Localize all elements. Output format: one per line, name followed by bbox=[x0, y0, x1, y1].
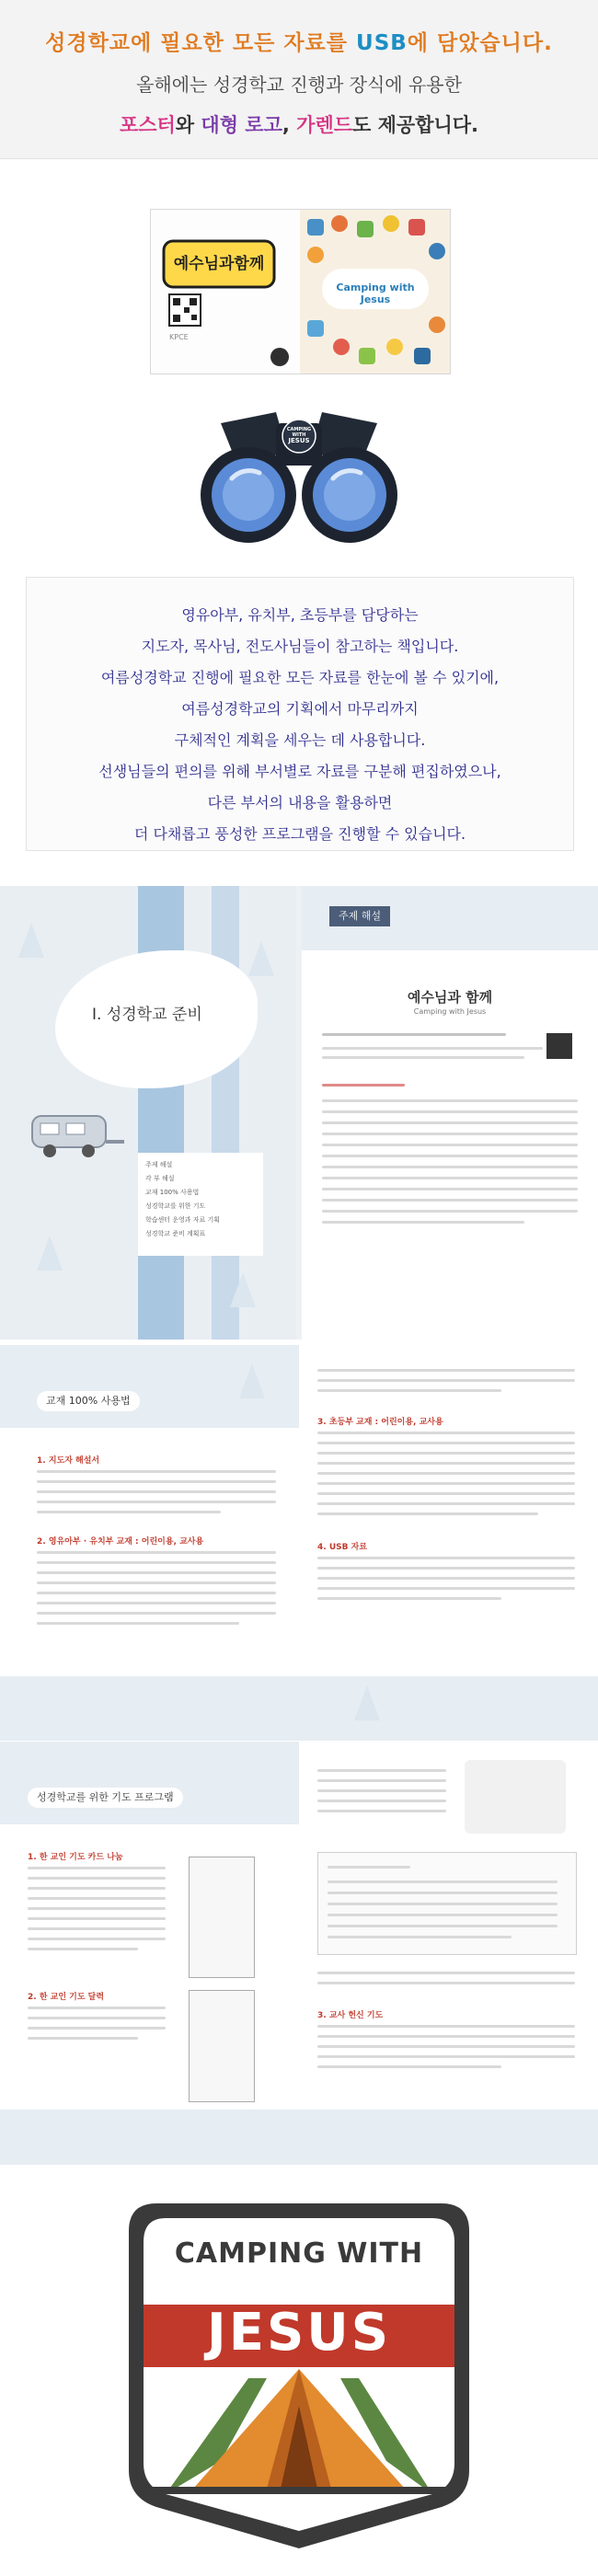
usb-card-left bbox=[151, 210, 300, 374]
binoculars-badge-line2: JESUS bbox=[288, 437, 310, 444]
camper-van-icon bbox=[28, 1107, 129, 1162]
intro-line-1-part: 에 담았습니다. bbox=[407, 31, 553, 55]
prayer-calendar-illustration bbox=[189, 1990, 255, 2102]
menu-item: 주제 해설 bbox=[145, 1161, 173, 1168]
spread3-head2: 2. 한 교인 기도 달력 bbox=[28, 1993, 105, 2002]
menu-item: 학습센터 운영과 자료 기획 bbox=[145, 1216, 221, 1224]
description-line: 선생님들의 편의를 위해 부서별로 자료를 구분해 편집하였으나, bbox=[98, 763, 501, 780]
intro-line-1 bbox=[0, 26, 598, 56]
spread1-right-page bbox=[302, 886, 598, 1340]
description-line: 더 다채롭고 풍성한 프로그램을 진행할 수 있습니다. bbox=[133, 825, 466, 843]
spread3-right-page bbox=[299, 1742, 598, 2165]
child-illustration bbox=[465, 1760, 566, 1834]
spread3-tab: 성경학교를 위한 기도 프로그램 bbox=[28, 1788, 183, 1808]
binoculars-illustration bbox=[184, 396, 414, 543]
usb-left-caption: KPCE bbox=[169, 333, 189, 341]
intro-line-3-part: 대형 로고 bbox=[201, 114, 282, 136]
spread1-left-title: Ⅰ. 성경학교 준비 bbox=[92, 1006, 202, 1024]
spread1-heading: 예수님과 함께 bbox=[407, 989, 493, 1006]
spread1-menu bbox=[138, 1153, 263, 1256]
spread2-right-page bbox=[299, 1345, 598, 1741]
spread1-tab: 주제 해설 bbox=[329, 906, 390, 926]
spread2-head3: 3. 초등부 교재 : 어린이용, 교사용 bbox=[317, 1418, 443, 1427]
usb-card-artwork bbox=[151, 210, 300, 374]
description-line: 다른 부서의 내용을 활용하면 bbox=[207, 794, 393, 811]
menu-item: 성경학교 준비 계획표 bbox=[145, 1230, 206, 1237]
description-line: 영유아부, 유치부, 초등부를 담당하는 bbox=[181, 606, 419, 624]
logo-line-2: JESUS bbox=[206, 2303, 392, 2363]
spread3-left-page bbox=[0, 1742, 299, 2165]
spread2-head2: 2. 영유아부 · 유치부 교재 : 어린이용, 교사용 bbox=[37, 1537, 204, 1547]
note-box bbox=[317, 1852, 577, 1955]
intro-line-3-part: 도 제공합니다. bbox=[352, 114, 479, 136]
spread3-head1: 1. 한 교인 기도 카드 나눔 bbox=[28, 1853, 123, 1862]
intro-line-3-part: 가렌드 bbox=[296, 114, 353, 136]
spread2-left-page bbox=[0, 1345, 299, 1741]
intro-line-1-part: 성경학교에 필요한 모든 자료를 bbox=[45, 31, 357, 55]
spread3-head3: 3. 교사 헌신 기도 bbox=[317, 2011, 384, 2020]
description-line: 구체적인 계획을 세우는 데 사용합니다. bbox=[174, 731, 426, 749]
description-line: 지도자, 목사님, 전도사님들이 참고하는 책입니다. bbox=[141, 638, 459, 655]
spread1-left-page bbox=[0, 886, 296, 1340]
qr-code-icon bbox=[546, 1033, 572, 1059]
spread2-head4: 4. USB 자료 bbox=[317, 1543, 367, 1552]
intro-line-3-part: 와 bbox=[175, 114, 201, 136]
intro-line-1-part: USB bbox=[356, 31, 408, 55]
spread1-subheading: Camping with Jesus bbox=[413, 1007, 487, 1016]
book-spread-2 bbox=[0, 1345, 598, 1741]
usb-product-image bbox=[150, 209, 451, 374]
intro-line-3-part: 포스터 bbox=[119, 114, 176, 136]
usb-card-right bbox=[300, 210, 450, 374]
book-spread-3 bbox=[0, 1742, 598, 2165]
intro-line-3 bbox=[0, 110, 598, 138]
book-spread-1 bbox=[0, 886, 598, 1340]
description-line: 여름성경학교의 기획에서 마무리까지 bbox=[181, 700, 419, 718]
description-box bbox=[26, 577, 574, 851]
prayer-card-illustration bbox=[189, 1857, 255, 1978]
intro-line-3-part: , bbox=[282, 114, 297, 136]
menu-item: 성경학교를 위한 기도 bbox=[145, 1202, 206, 1210]
intro-line-2: 올해에는 성경학교 진행과 장식에 유용한 bbox=[136, 74, 462, 96]
description-line: 여름성경학교 진행에 필요한 모든 자료를 한눈에 볼 수 있기에, bbox=[100, 669, 500, 686]
binoculars-badge-line1: CAMPING WITH bbox=[286, 427, 312, 438]
usb-left-title: 예수님과함께 bbox=[173, 255, 265, 273]
usb-right-title: Camping with Jesus bbox=[336, 282, 415, 305]
menu-item: 교재 100% 사용법 bbox=[145, 1189, 200, 1196]
intro-banner bbox=[0, 0, 598, 159]
binoculars-badge bbox=[281, 427, 317, 443]
logo-line-1: CAMPING WITH bbox=[174, 2237, 424, 2270]
spread2-head1: 1. 지도자 해설서 bbox=[37, 1456, 100, 1466]
menu-item: 각 부 해설 bbox=[145, 1175, 175, 1182]
spread2-tab: 교재 100% 사용법 bbox=[37, 1391, 140, 1411]
